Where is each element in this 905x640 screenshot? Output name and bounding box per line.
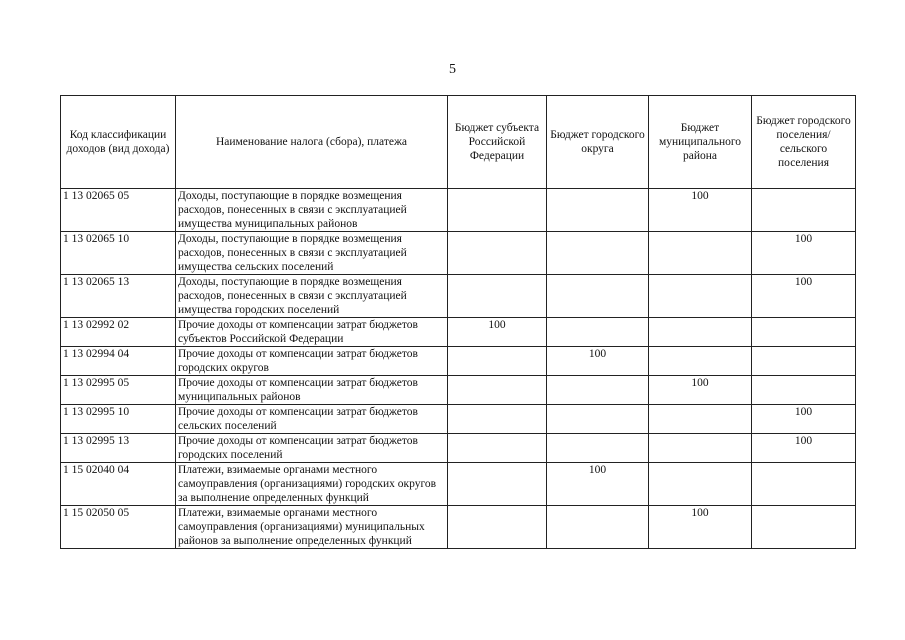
federal-subject-share-cell xyxy=(448,232,547,275)
income-code-cell: 1 13 02065 05 xyxy=(61,189,176,232)
federal-subject-share-cell xyxy=(448,405,547,434)
header-municipal-district-budget: Бюджет муниципального района xyxy=(649,96,752,189)
city-district-share-cell xyxy=(547,405,649,434)
city-district-share-cell xyxy=(547,376,649,405)
revenue-distribution-table xyxy=(60,95,856,549)
city-district-share-cell xyxy=(547,434,649,463)
table-row xyxy=(61,275,856,318)
table-row xyxy=(61,189,856,232)
header-federal-subject-budget: Бюджет субъекта Российской Федерации xyxy=(448,96,547,189)
header-income-code: Код классификации доходов (вид дохода) xyxy=(61,96,176,189)
income-code-cell: 1 13 02992 02 xyxy=(61,318,176,347)
tax-name-cell: Прочие доходы от компенсации затрат бюджетов сельских поселений xyxy=(176,405,448,434)
settlement-share-cell xyxy=(752,189,856,232)
municipal-district-share-cell xyxy=(649,232,752,275)
header-city-district-budget: Бюджет городского округа xyxy=(547,96,649,189)
table-row xyxy=(61,376,856,405)
municipal-district-share-cell xyxy=(649,463,752,506)
income-code-cell: 1 13 02995 10 xyxy=(61,405,176,434)
table-header-row xyxy=(61,96,856,189)
municipal-district-share-cell: 100 xyxy=(649,376,752,405)
income-code-cell: 1 13 02994 04 xyxy=(61,347,176,376)
federal-subject-share-cell xyxy=(448,376,547,405)
income-code-cell: 1 15 02050 05 xyxy=(61,506,176,549)
table-row xyxy=(61,318,856,347)
federal-subject-share-cell: 100 xyxy=(448,318,547,347)
income-code-cell: 1 15 02040 04 xyxy=(61,463,176,506)
table-row xyxy=(61,232,856,275)
settlement-share-cell: 100 xyxy=(752,405,856,434)
tax-name-cell: Доходы, поступающие в порядке возмещения расходов, понесенных в связи с эксплуатацией имущества городских поселений xyxy=(176,275,448,318)
table-row xyxy=(61,405,856,434)
city-district-share-cell xyxy=(547,232,649,275)
municipal-district-share-cell xyxy=(649,434,752,463)
municipal-district-share-cell: 100 xyxy=(649,506,752,549)
tax-name-cell: Доходы, поступающие в порядке возмещения расходов, понесенных в связи с эксплуатацией имущества сельских поселений xyxy=(176,232,448,275)
settlement-share-cell: 100 xyxy=(752,275,856,318)
settlement-share-cell: 100 xyxy=(752,434,856,463)
tax-name-cell: Платежи, взимаемые органами местного самоуправления (организациями) городских округов за выполнение определенных функций xyxy=(176,463,448,506)
city-district-share-cell xyxy=(547,189,649,232)
municipal-district-share-cell xyxy=(649,347,752,376)
city-district-share-cell: 100 xyxy=(547,463,649,506)
federal-subject-share-cell xyxy=(448,189,547,232)
federal-subject-share-cell xyxy=(448,275,547,318)
page-number: 5 xyxy=(449,62,456,77)
tax-name-cell: Доходы, поступающие в порядке возмещения расходов, понесенных в связи с эксплуатацией имущества муниципальных районов xyxy=(176,189,448,232)
municipal-district-share-cell xyxy=(649,275,752,318)
table-row xyxy=(61,434,856,463)
city-district-share-cell xyxy=(547,275,649,318)
settlement-share-cell xyxy=(752,463,856,506)
income-code-cell: 1 13 02065 10 xyxy=(61,232,176,275)
header-tax-name: Наименование налога (сбора), платежа xyxy=(176,96,448,189)
income-code-cell: 1 13 02065 13 xyxy=(61,275,176,318)
income-code-cell: 1 13 02995 13 xyxy=(61,434,176,463)
settlement-share-cell xyxy=(752,506,856,549)
table-row xyxy=(61,347,856,376)
tax-name-cell: Прочие доходы от компенсации затрат бюджетов муниципальных районов xyxy=(176,376,448,405)
settlement-share-cell xyxy=(752,318,856,347)
federal-subject-share-cell xyxy=(448,434,547,463)
federal-subject-share-cell xyxy=(448,347,547,376)
city-district-share-cell xyxy=(547,506,649,549)
tax-name-cell: Прочие доходы от компенсации затрат бюджетов городских поселений xyxy=(176,434,448,463)
table-row xyxy=(61,506,856,549)
municipal-district-share-cell xyxy=(649,405,752,434)
federal-subject-share-cell xyxy=(448,506,547,549)
settlement-share-cell xyxy=(752,376,856,405)
municipal-district-share-cell: 100 xyxy=(649,189,752,232)
income-code-cell: 1 13 02995 05 xyxy=(61,376,176,405)
city-district-share-cell xyxy=(547,318,649,347)
settlement-share-cell: 100 xyxy=(752,232,856,275)
header-settlement-budget: Бюджет городского поселения/ сельского поселения xyxy=(752,96,856,189)
municipal-district-share-cell xyxy=(649,318,752,347)
table-row xyxy=(61,463,856,506)
tax-name-cell: Прочие доходы от компенсации затрат бюджетов городских округов xyxy=(176,347,448,376)
federal-subject-share-cell xyxy=(448,463,547,506)
tax-name-cell: Прочие доходы от компенсации затрат бюджетов субъектов Российской Федерации xyxy=(176,318,448,347)
tax-name-cell: Платежи, взимаемые органами местного самоуправления (организациями) муниципальных районов за выполнение определенных функций xyxy=(176,506,448,549)
city-district-share-cell: 100 xyxy=(547,347,649,376)
settlement-share-cell xyxy=(752,347,856,376)
